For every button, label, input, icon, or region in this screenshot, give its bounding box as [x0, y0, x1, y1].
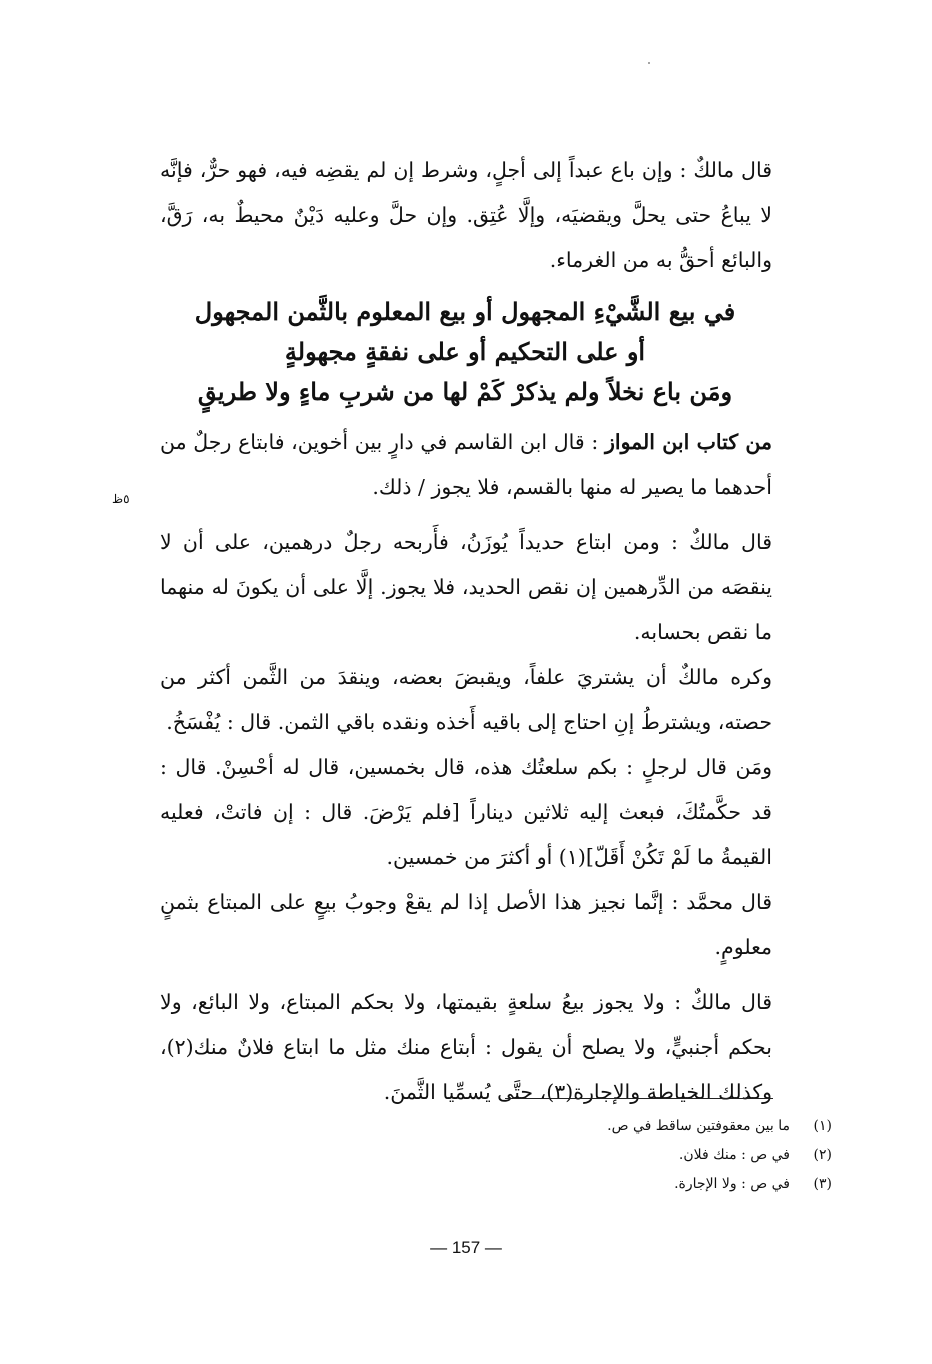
paper-speck	[648, 62, 650, 64]
paragraph-group-top	[160, 148, 772, 283]
page-number: — 157 —	[430, 1238, 502, 1257]
paragraph: ومَن قال لرجلٍ : بكم سلعتُك هذه، قال بخمسين، قال له أحْسِنْ. قال : قد حكَّمتُكَ، فبعث إليه ثلاثين ديناراً [فلم يَرْضَ. قال : إن فاتتْ، فعليه القيمةُ ما لَمْ تَكُنْ أَقَلّ](١) أو أكثرَ من خمسين.	[160, 755, 772, 869]
source-citation: من كتاب ابن المواز	[604, 430, 772, 454]
footnote-number: (١)	[813, 1118, 832, 1134]
footnote	[400, 1170, 832, 1199]
footnote-text: في ص : منك فلان.	[678, 1147, 790, 1163]
paragraph: قال محمَّد : إنَّما نجيز هذا الأصل إذا لم يقعْ وجوبُ بيعٍ على المبتاع بثمنٍ معلومٍ.	[160, 890, 772, 959]
footnote	[400, 1112, 832, 1141]
footnote	[400, 1141, 832, 1170]
footnote-text: في ص : ولا الإجارة.	[674, 1176, 790, 1192]
heading-line-1: في بيع الشَّيْءِ المجهول أو بيع المعلوم بالثَّمن المجهول	[194, 297, 736, 326]
paragraph-group-body	[160, 420, 772, 1115]
footnote-text: ما بين معقوفتين ساقط في ص.	[607, 1118, 790, 1134]
section-heading	[150, 292, 780, 412]
manuscript-folio-marker: ٥ظ	[112, 492, 130, 506]
paragraph-ibn-mawaz	[160, 420, 772, 510]
paragraph: قال مالكٌ : وإن باع عبداً إلى أجلٍ، وشرط إن لم يقضِه فيه، فهو حرٌّ، فإنَّه لا يباعُ حتى يحلَّ ويقضيَه، وإلَّا عُتِق. وإن حلَّ وعليه دَيْنٌ محيطٌ به، رَقَّ، والبائع أحقُّ به من الغرماء.	[160, 158, 772, 272]
paragraph: قال مالكٌ : ومن ابتاع حديداً يُوزَنُ، فأَربحه رجلٌ درهمين، على أن لا ينقصَه من الدِّرهمين إن نقص الحديد، فلا يجوز. إلَّا على أن يكونَ له منهما ما نقص بحسابه.	[160, 530, 772, 644]
paragraph: وكره مالكٌ أن يشتريَ علفاً، ويقبضَ بعضه، وينقدَ من الثَّمن أكثر من حصته، ويشترطُ إنِ احتاج إلى باقيه أَخذه ونقده باقي الثمن. قال : يُفْسَخُ.	[160, 665, 772, 734]
heading-line-3: ومَن باع نخلاً ولم يذكرْ كَمْ لها من شربِ ماءٍ ولا طريقٍ	[197, 377, 733, 406]
footnote-number: (٣)	[813, 1176, 832, 1192]
paragraph-text: : قال ابن القاسم في دارٍ بين أخوين، فابتاع رجلٌ من أحدهما ما يصير له منها بالقسم، فلا يجوز / ذلك.	[160, 430, 772, 499]
heading-line-2: أو على التحكيم أو على نفقةٍ مجهولةٍ	[284, 337, 646, 366]
paragraph: قال مالكٌ : ولا يجوز بيعُ سلعةٍ بقيمتها، ولا بحكم المبتاع، ولا البائع، ولا بحكم أجنبيٍّ، ولا يصلح أن يقول : أبتاع منك مثل ما ابتاع فلانٌ منك(٢)، وكذلك الخياطة والإجارة(٣)، حتَّى يُسمِّيا الثَّمنَ.	[160, 990, 772, 1104]
footnotes	[400, 1112, 832, 1199]
footnote-number: (٢)	[813, 1147, 832, 1163]
footnote-divider	[505, 1098, 773, 1099]
